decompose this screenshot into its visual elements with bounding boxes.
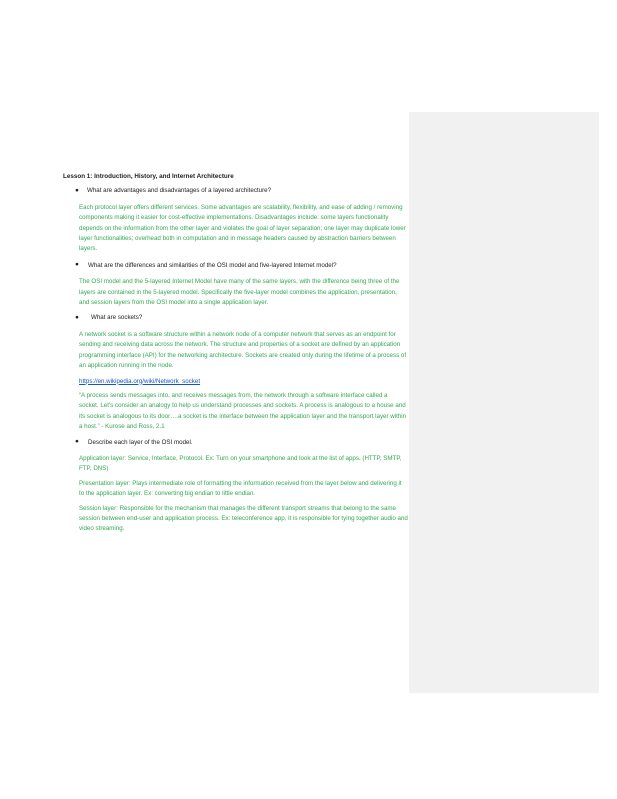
question-1 — [63, 186, 408, 196]
answer-session-layer: Session layer: Responsible for the mechanism that manages the different transport streams that belong to the same session between end-user and application process. Ex: teleconference app, it is responsible for tying together audio and video streaming. — [79, 504, 408, 533]
question-4-text: Describe each layer of the OSI model. — [88, 438, 193, 446]
answer-application-layer: Application layer: Service, Interface, Protocol. Ex: Turn on your smartphone and look at the list of apps. (HTTP, SMTP, FTP, DNS) — [79, 454, 402, 473]
comment-margin-panel — [409, 112, 599, 693]
lesson-title: Lesson 1: Introduction, History, and Internet Architecture — [63, 173, 234, 180]
bullet-icon: ● — [75, 313, 79, 321]
bullet-icon: ● — [75, 186, 79, 194]
question-4 — [63, 438, 408, 448]
bullet-icon: ● — [75, 261, 79, 269]
kurose-ross-quote: “A process sends messages into, and receives messages from, the network through a software interface called a socket. Let’s consider an analogy to help us understand processes and sockets. A process is analogous to a house and its socket is analogous to its door….a socket is the interface between the application layer and the transport layer within a host.” - Kurose and Ross, 2.1 — [79, 391, 407, 431]
document-body — [63, 172, 408, 539]
question-2-text: What are the differences and similarities of the OSI model and five-layered Internet model? — [88, 261, 337, 269]
bullet-icon: ● — [75, 438, 79, 446]
question-3 — [63, 313, 408, 323]
answer-3: A network socket is a software structure within a network node of a computer network that serves as an endpoint for sending and receiving data across the network. The structure and properties of a socket are defined by an application programming interface (API) for the networking architecture. Sockets are created only during the lifetime of a process of an application running in the node. — [79, 330, 407, 370]
answer-1: Each protocol layer offers different services. Some advantages are scalability, flexibility, and ease of adding / removing components making it easier for cost-effective implementations. Disadvantages include: some layers functionality depends on the information from the other layer and violates the goal of layer separation; one layer may duplicate lower layer functionalities; overhead both in computation and in message headers caused by abstraction barriers between layers. — [79, 203, 406, 253]
wikipedia-socket-link[interactable]: https://en.wikipedia.org/wiki/Network_socket — [79, 377, 201, 385]
question-1-text: What are advantages and disadvantages of a layered architecture? — [87, 187, 272, 195]
answer-2: The OSI model and the 5-layered Internet Model have many of the same layers, with the difference being three of the layers are contained in the 5-layered model. Specifically the five-layer model combines the application, presentation, and session layers from the OSI model into a single application layer. — [79, 278, 400, 307]
question-3-text: What are sockets? — [91, 314, 143, 322]
question-2 — [63, 261, 408, 271]
answer-presentation-layer: Presentation layer: Plays intermediate role of formatting the information received from the layer below and delivering it to the application layer. Ex: converting big endian to little endian. — [79, 479, 402, 498]
